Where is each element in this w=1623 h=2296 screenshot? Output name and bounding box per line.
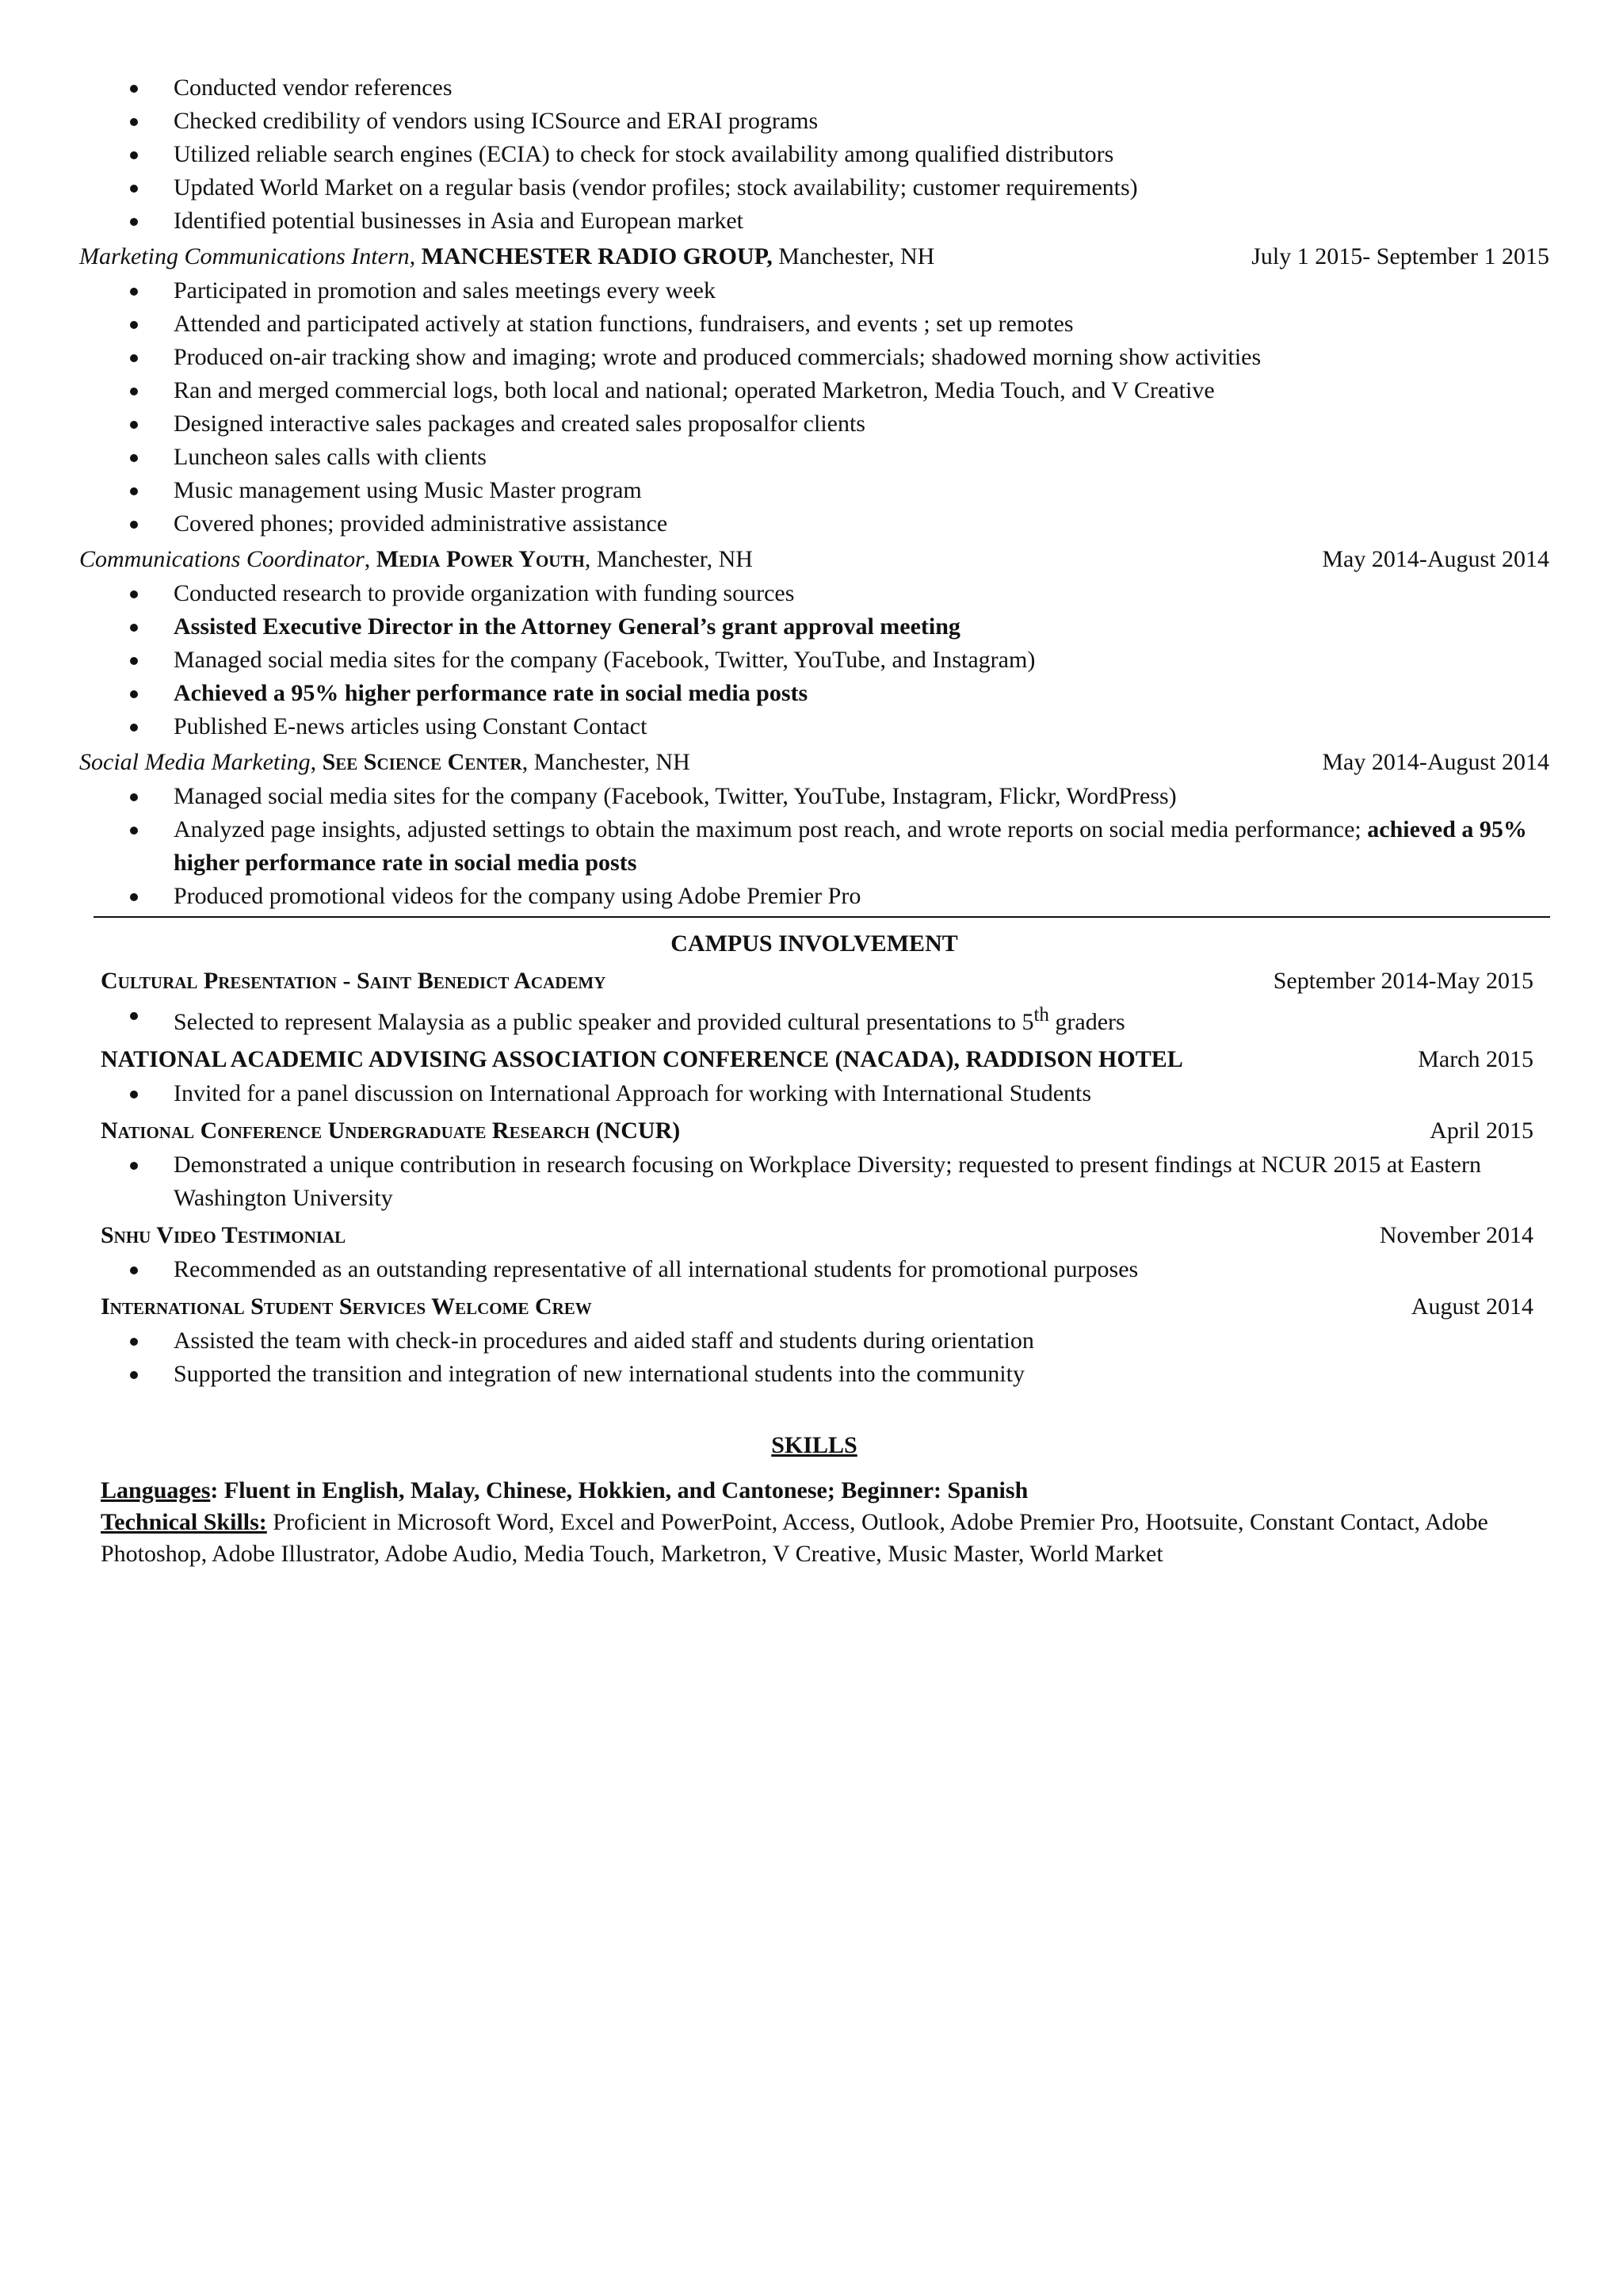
job-dates: July 1 2015- September 1 2015 [1251,243,1549,269]
job-header [79,542,1549,577]
bullet-item [101,1148,1549,1215]
experience-section [79,239,1549,913]
campus-bullet-list [101,1148,1549,1215]
bullet-text: Covered phones; provided administrative assistance [174,510,668,537]
campus-item [101,1042,1549,1110]
bullet-text-after: graders [1048,1009,1125,1035]
campus-item-date: April 2015 [1430,1117,1533,1144]
bullet-text: Demonstrated a unique contribution in research focusing on Workplace Diversity; requested to present findings at NCUR 2015 at Eastern Washington University [174,1152,1481,1211]
job-bullet-list [79,577,1549,743]
bullet-item [79,341,1549,374]
campus-item-date: August 2014 [1411,1293,1533,1320]
bullet-item [79,813,1549,880]
campus-item-header [101,1218,1549,1253]
technical-skills-value: Proficient in Microsoft Word, Excel and PowerPoint, Access, Outlook, Adobe Premier Pro, Hootsuite, Constant Contact, Adobe Photoshop, Adobe Illustrator, Adobe Audio, Media Touch, Marketron, V Creative, Music Master, World Market [101,1509,1488,1567]
job-header [79,239,1549,274]
bullet-text: Utilized reliable search engines (ECIA) to check for stock availability among qualified distributors [174,141,1114,167]
languages-line: Languages: Fluent in English, Malay, Chinese, Hokkien, and Cantonese; Beginner: Spanish [101,1477,1029,1503]
bullet-item [79,441,1549,474]
job-organization: MANCHESTER RADIO GROUP, [421,243,773,269]
bullet-text: Identified potential businesses in Asia and European market [174,208,743,234]
bullet-text: Invited for a panel discussion on International Approach for working with International Students [174,1080,1092,1106]
bullet-text: Analyzed page insights, adjusted settings to obtain the maximum post reach, and wrote reports on social media performance; [174,816,1361,842]
campus-item [101,1114,1549,1215]
job-role: Social Media Marketing [79,749,311,775]
bullet-item [79,610,1549,644]
bullet-item [79,677,1549,710]
bullet-superscript: th [1033,1004,1049,1026]
bullet-text: Assisted the team with check-in procedures and aided staff and students during orientation [174,1328,1034,1354]
skills-section-title: SKILLS [771,1432,857,1458]
bullet-item [101,1358,1549,1391]
job-dates: May 2014-August 2014 [1322,749,1549,775]
resume-content [79,71,1549,1570]
campus-item-date: September 2014-May 2015 [1273,968,1533,994]
bullet-item [79,374,1549,407]
campus-bullet-list [101,999,1549,1039]
section-divider [94,916,1550,918]
bullet-text: Music management using Music Master program [174,477,642,503]
bullet-text: Achieved a 95% higher performance rate in social media posts [174,680,808,706]
campus-item-header [101,1289,1549,1324]
job-location: Manchester, NH [533,749,690,775]
bullet-text: Selected to represent Malaysia as a public speaker and provided cultural presentations to 5 [174,1009,1034,1035]
skills-section [79,1475,1549,1570]
campus-item-title: NATIONAL ACADEMIC ADVISING ASSOCIATION CONFERENCE (NACADA), RADDISON HOTEL [101,1046,1183,1072]
bullet-item [101,999,1549,1039]
campus-item-title: National Conference Undergraduate Research (NCUR) [101,1117,681,1144]
campus-item-header [101,1042,1549,1077]
campus-bullet-list [101,1253,1549,1286]
campus-involvement-list [79,964,1549,1391]
bullet-text: Conducted research to provide organization with funding sources [174,580,795,606]
campus-item-date: November 2014 [1379,1222,1533,1248]
bullet-item [79,204,1549,238]
job-header [79,745,1549,780]
bullet-item [79,474,1549,507]
bullet-text: Ran and merged commercial logs, both local and national; operated Marketron, Media Touch, and V Creative [174,377,1215,403]
campus-item-header [101,964,1549,999]
bullet-text: Luncheon sales calls with clients [174,444,487,470]
job-dates: May 2014-August 2014 [1322,546,1549,572]
bullet-item [79,171,1549,204]
intro-bullet-list [79,71,1549,238]
bullet-text: Produced on-air tracking show and imaging; wrote and produced commercials; shadowed morning show activities [174,344,1262,370]
bullet-item [79,274,1549,308]
bullet-item [101,1253,1549,1286]
job-organization: Media Power Youth [376,546,585,572]
bullet-item [101,1324,1549,1358]
job-title-line: Social Media Marketing, See Science Center, Manchester, NH [79,749,690,775]
bullet-item [79,710,1549,743]
bullet-text: Supported the transition and integration of new international students into the community [174,1361,1025,1387]
campus-item [101,1218,1549,1286]
bullet-text: Checked credibility of vendors using ICSource and ERAI programs [174,108,819,134]
bullet-item [79,577,1549,610]
bullet-item [79,138,1549,171]
bullet-text: Updated World Market on a regular basis (vendor profiles; stock availability; customer requirements) [174,174,1138,201]
job-role: Communications Coordinator [79,546,365,572]
bullet-text: Attended and participated actively at station functions, fundraisers, and events ; set up remotes [174,311,1074,337]
campus-item-title: International Student Services Welcome Crew [101,1293,592,1320]
bullet-item [79,407,1549,441]
bullet-text: Produced promotional videos for the company using Adobe Premier Pro [174,883,861,909]
bullet-item [79,780,1549,813]
bullet-text: Assisted Executive Director in the Attorney General’s grant approval meeting [174,613,960,640]
bullet-text: Recommended as an outstanding representative of all international students for promotional purposes [174,1256,1139,1282]
technical-skills-label: Technical Skills: [101,1509,267,1535]
campus-item [101,964,1549,1039]
job-bullet-list [79,274,1549,541]
bullet-item [79,308,1549,341]
campus-item-title: Snhu Video Testimonial [101,1222,346,1248]
bullet-text: Managed social media sites for the company (Facebook, Twitter, YouTube, and Instagram) [174,647,1036,673]
bullet-text: Conducted vendor references [174,74,453,101]
job-role: Marketing Communications Intern, [79,243,416,269]
languages-label: Languages [101,1477,211,1503]
bullet-text: Participated in promotion and sales meetings every week [174,277,716,304]
technical-skills-line [101,1507,1549,1570]
bullet-item [79,644,1549,677]
bullet-item [79,105,1549,138]
campus-bullet-list [101,1324,1549,1391]
bullet-item [101,1077,1549,1110]
bullet-bold-text: achieved a 95% higher performance rate in social media posts [174,816,1527,876]
job-title-line [79,239,934,274]
campus-item-title: Cultural Presentation - Saint Benedict Academy [101,968,606,994]
bullet-item [79,507,1549,541]
campus-item [101,1289,1549,1391]
bullet-text: Published E-news articles using Constant Contact [174,713,647,739]
bullet-item [79,71,1549,105]
job-location: Manchester, NH [778,243,935,269]
bullet-text: Managed social media sites for the company (Facebook, Twitter, YouTube, Instagram, Flickr, WordPress) [174,783,1177,809]
campus-item-date: March 2015 [1418,1046,1533,1072]
job-location: Manchester, NH [596,546,753,572]
campus-bullet-list [101,1077,1549,1110]
campus-section-title: CAMPUS INVOLVEMENT [670,930,958,957]
job-title-line: Communications Coordinator, Media Power Youth, Manchester, NH [79,546,753,572]
languages-value: Fluent in English, Malay, Chinese, Hokkien, and Cantonese; Beginner: Spanish [223,1477,1029,1503]
job-organization: See Science Center [322,749,522,775]
bullet-item [79,880,1549,913]
campus-item-header [101,1114,1549,1148]
job-bullet-list [79,780,1549,913]
bullet-text: Designed interactive sales packages and created sales proposalfor clients [174,411,865,437]
